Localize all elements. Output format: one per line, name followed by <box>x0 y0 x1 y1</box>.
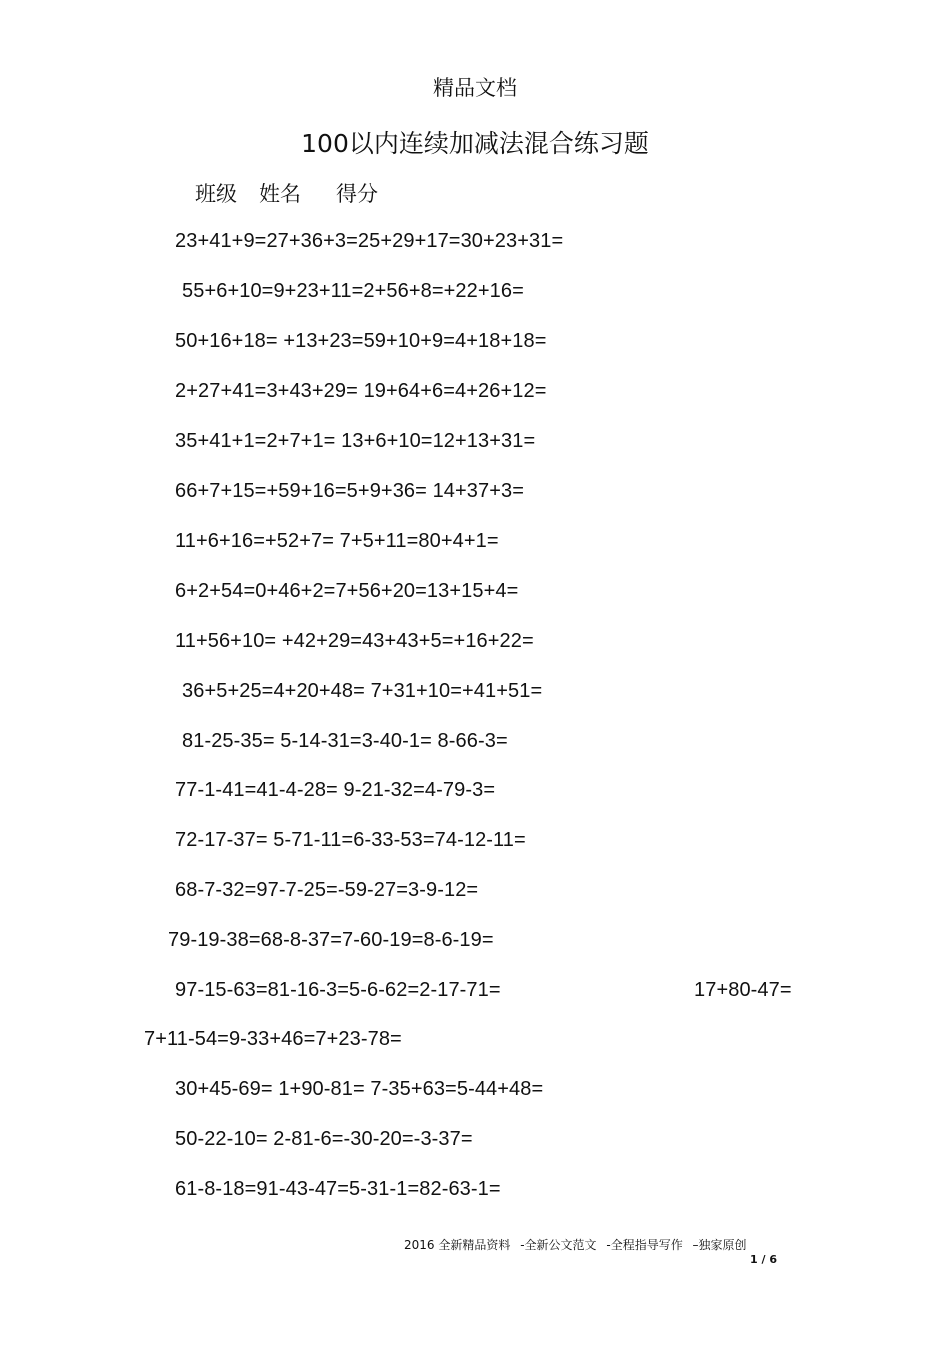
problem-line: 17+80-47= <box>694 979 792 1001</box>
problem-line: 97-15-63=81-16-3=5-6-62=2-17-71= <box>175 979 501 1001</box>
problem-line: 81-25-35= 5-14-31=3-40-1= 8-66-3= <box>182 730 508 752</box>
problem-line: 2+27+41=3+43+29= 19+64+6=4+26+12= <box>175 380 547 402</box>
problem-line: 61-8-18=91-43-47=5-31-1=82-63-1= <box>175 1178 501 1200</box>
problem-line: 77-1-41=41-4-28= 9-21-32=4-79-3= <box>175 779 496 801</box>
problem-line: 30+45-69= 1+90-81= 7-35+63=5-44+48= <box>175 1078 544 1100</box>
problem-line: 6+2+54=0+46+2=7+56+20=13+15+4= <box>175 580 519 602</box>
worksheet-title: 100以内连续加减法混合练习题 <box>301 129 649 158</box>
problem-line: 50+16+18= +13+23=59+10+9=4+18+18= <box>175 330 547 352</box>
problem-line: 36+5+25=4+20+48= 7+31+10=+41+51= <box>182 680 543 702</box>
problem-line: 35+41+1=2+7+1= 13+6+10=12+13+31= <box>175 430 536 452</box>
problem-line: 79-19-38=68-8-37=7-60-19=8-6-19= <box>168 929 494 951</box>
footer-item: –独家原创 <box>692 1238 747 1252</box>
score-label: 得分 <box>336 182 378 206</box>
problem-line: 7+11-54=9-33+46=7+23-78= <box>144 1028 402 1050</box>
problem-line: 72-17-37= 5-71-11=6-33-53=74-12-11= <box>175 829 526 851</box>
problem-line: 11+6+16=+52+7= 7+5+11=80+4+1= <box>175 530 499 552</box>
problem-line: 55+6+10=9+23+11=2+56+8=+22+16= <box>182 280 524 302</box>
problem-line: 50-22-10= 2-81-6=-30-20=-3-37= <box>175 1128 473 1150</box>
problem-line: 66+7+15=+59+16=5+9+36= 14+37+3= <box>175 480 525 502</box>
name-label: 姓名 <box>259 182 301 206</box>
problem-line: 23+41+9=27+36+3=25+29+17=30+23+31= <box>175 230 564 252</box>
header-label: 精品文档 <box>433 76 517 100</box>
footer-item: -全新公文范文 <box>520 1238 597 1252</box>
problem-line: 11+56+10= +42+29=43+43+5=+16+22= <box>175 630 534 652</box>
footer-item: 2016 全新精品资料 <box>404 1238 511 1252</box>
footer-text <box>404 1236 753 1253</box>
page-number: 1 / 6 <box>750 1253 777 1266</box>
class-label: 班级 <box>195 182 237 206</box>
footer-item: -全程指导写作 <box>606 1238 683 1252</box>
problem-line: 68-7-32=97-7-25=-59-27=3-9-12= <box>175 879 479 901</box>
